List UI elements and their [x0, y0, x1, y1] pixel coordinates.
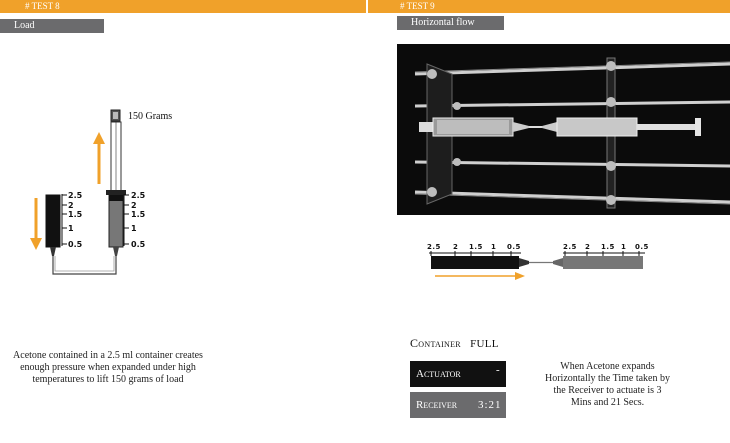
- test-8-caption: Acetone contained in a 2.5 ml container creates enough pressure when expanded under high temperatures to lift 150 grams of load: [13, 350, 203, 385]
- horizontal-rig-photo: [397, 44, 730, 215]
- left-tick-2: 2: [68, 201, 74, 210]
- left-tick-2-5: 2.5: [68, 191, 83, 200]
- h-right-tick-1: 1: [621, 243, 627, 251]
- right-tick-2-5: 2.5: [131, 191, 146, 200]
- actuator-box: [410, 361, 506, 387]
- h-left-tick-1-5: 1.5: [469, 243, 483, 251]
- h-right-tick-0-5: 0.5: [635, 243, 649, 251]
- horizontal-flow-diagram: [425, 240, 650, 285]
- h-left-tick-1: 1: [491, 243, 497, 251]
- h-left-tick-0-5: 0.5: [507, 243, 521, 251]
- receiver-box: [410, 392, 506, 418]
- test-9-caption: When Acetone expands Horizontally the Time taken by the Receiver to actuate is 3 Mins and 21 Secs.: [545, 361, 670, 408]
- load-diagram: [20, 100, 200, 280]
- right-tick-1: 1: [131, 224, 137, 233]
- left-tick-0-5: 0.5: [68, 240, 83, 249]
- h-left-tick-2: 2: [453, 243, 459, 251]
- h-left-tick-2-5: 2.5: [427, 243, 441, 251]
- test-8-label: # TEST 8: [25, 1, 60, 11]
- h-right-tick-1-5: 1.5: [601, 243, 615, 251]
- h-right-tick-2: 2: [585, 243, 591, 251]
- arrow-up-icon: [93, 132, 105, 184]
- right-tick-1-5: 1.5: [131, 210, 146, 219]
- container-label: Container: [410, 336, 461, 350]
- arrow-down-icon: [30, 198, 42, 250]
- horizontal-flow-tab: Horizontal flow: [397, 16, 504, 30]
- load-tab: Load: [0, 19, 104, 33]
- receiver-label: Receiver: [416, 399, 458, 411]
- left-tick-1-5: 1.5: [68, 210, 83, 219]
- container-value: FULL: [470, 338, 499, 350]
- arrow-right-icon: [435, 272, 525, 280]
- actuator-label: Actuator: [416, 368, 461, 380]
- test-9-label: # TEST 9: [400, 1, 435, 11]
- weight-label: 150 Grams: [128, 111, 173, 122]
- right-tick-0-5: 0.5: [131, 240, 146, 249]
- receiver-value: 3:21: [478, 399, 502, 411]
- h-right-tick-2-5: 2.5: [563, 243, 577, 251]
- container-status: [410, 336, 499, 351]
- rig-photo-illustration: [397, 44, 730, 215]
- right-tick-2: 2: [131, 201, 137, 210]
- weight-icon: [111, 110, 120, 121]
- actuator-value: -: [496, 364, 501, 376]
- left-tick-1: 1: [68, 224, 74, 233]
